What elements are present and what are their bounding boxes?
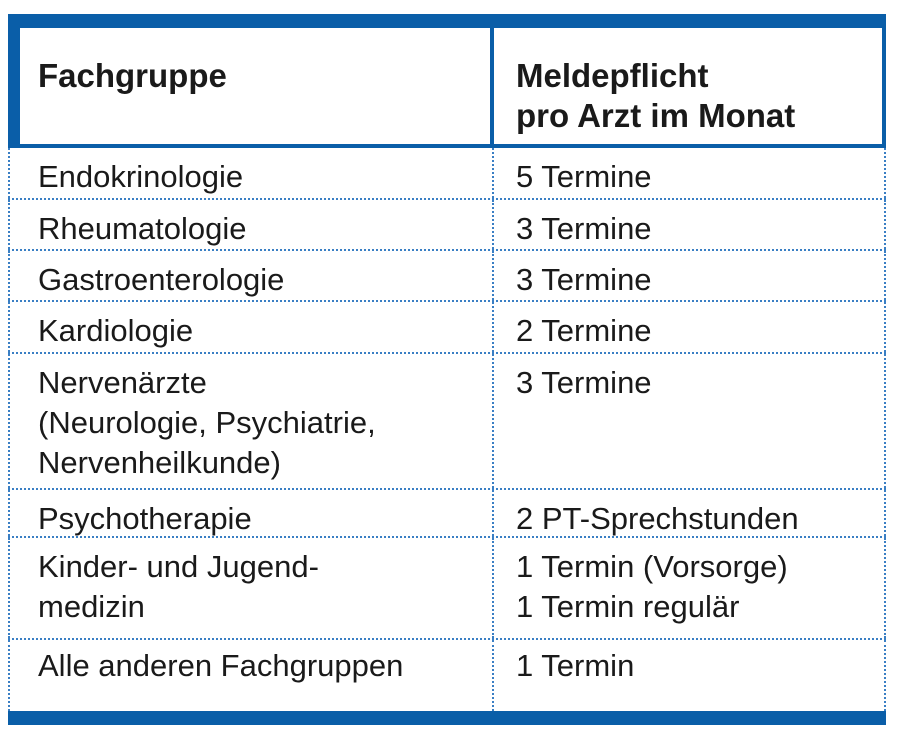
cell-fachgruppe: Kardiologie <box>8 302 494 352</box>
cell-fachgruppe: Endokrinologie <box>8 148 494 198</box>
cell-meldepflicht: 1 Termin (Vorsorge) 1 Termin regulär <box>494 538 886 638</box>
cell-fachgruppe: Rheumatologie <box>8 200 494 249</box>
cell-fachgruppe: Kinder- und Jugend- medizin <box>8 538 494 638</box>
cell-fachgruppe: Psychotherapie <box>8 490 494 536</box>
cell-meldepflicht: 1 Termin <box>494 640 886 711</box>
cell-meldepflicht: 2 PT-Sprechstunden <box>494 490 886 536</box>
meldepflicht-table <box>8 14 886 728</box>
table-row <box>8 148 886 200</box>
table-row <box>8 354 886 490</box>
table-header <box>8 14 886 148</box>
table-row <box>8 538 886 640</box>
cell-fachgruppe: Gastroenterologie <box>8 251 494 300</box>
table-row <box>8 302 886 354</box>
table-row <box>8 251 886 302</box>
table-footer-bar <box>8 711 886 725</box>
cell-meldepflicht: 3 Termine <box>494 354 886 488</box>
cell-meldepflicht: 3 Termine <box>494 251 886 300</box>
table-row <box>8 640 886 711</box>
table-body <box>8 148 886 711</box>
cell-meldepflicht: 3 Termine <box>494 200 886 249</box>
table-row <box>8 490 886 538</box>
header-meldepflicht: Meldepflicht pro Arzt im Monat <box>516 57 796 134</box>
cell-meldepflicht: 2 Termine <box>494 302 886 352</box>
table-row <box>8 200 886 251</box>
cell-fachgruppe: Alle anderen Fachgruppen <box>8 640 494 711</box>
cell-meldepflicht: 5 Termine <box>494 148 886 198</box>
header-fachgruppe: Fachgruppe <box>20 28 494 144</box>
cell-fachgruppe: Nervenärzte (Neurologie, Psychiatrie, Nervenheilkunde) <box>8 354 494 488</box>
